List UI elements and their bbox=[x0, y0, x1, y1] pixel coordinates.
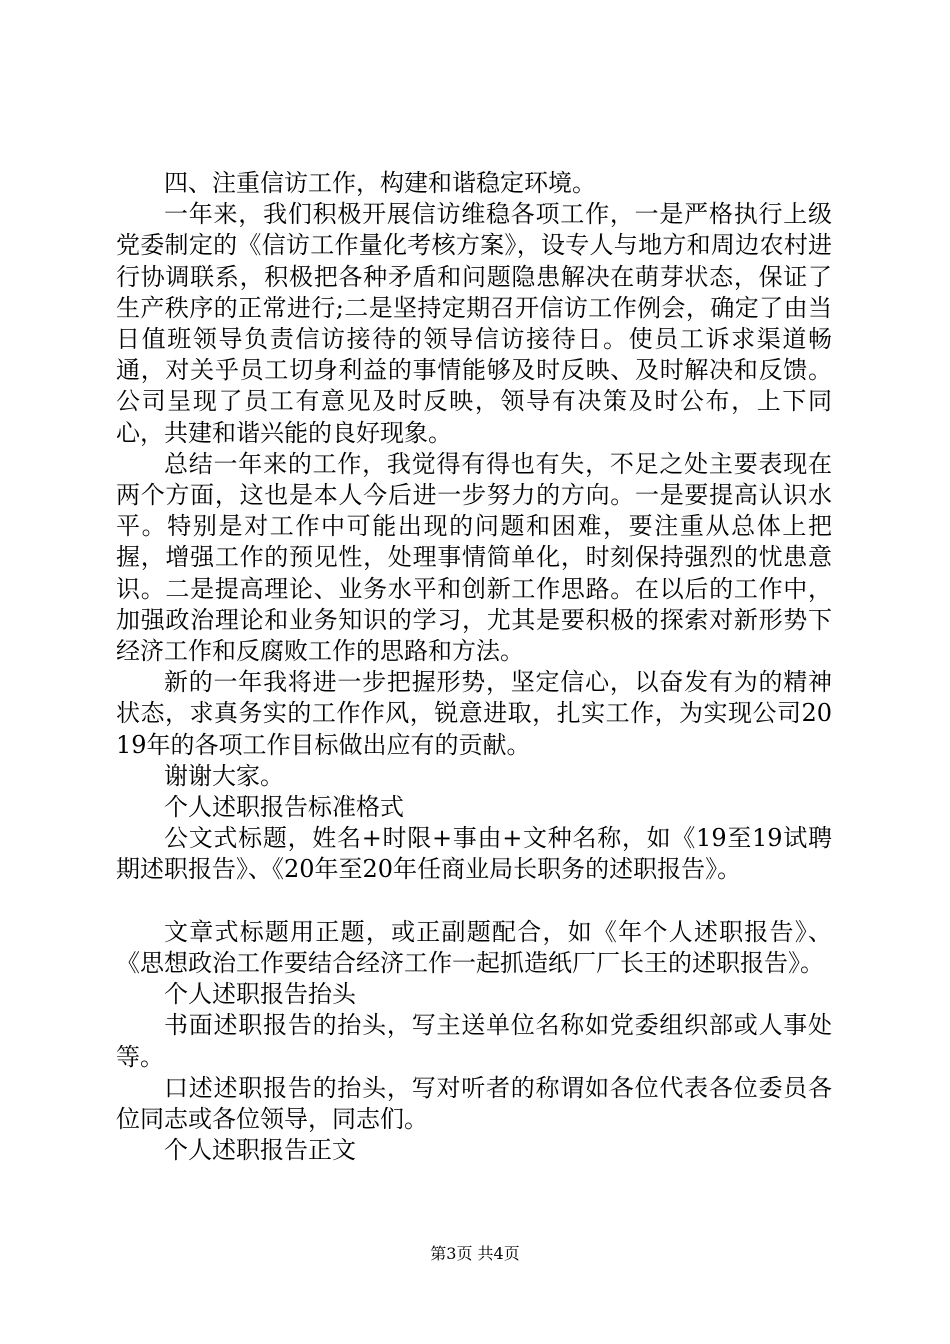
paragraph-petition-details: 一年来，我们积极开展信访维稳各项工作，一是严格执行上级党委制定的《信访工作量化考核方案》，设专人与地方和周边农村进行协调联系，积极把各种矛盾和问题隐患解决在萌芽状态，保证了生产秩序的正常进行;二是坚持定期召开信访工作例会，确定了由当日值班领导负责信访接待的领导信访接待日。使员工诉求渠道畅通，对关乎员工切身利益的事情能够及时反映、及时解决和反馈。公司呈现了员工有意见及时反映，领导有决策及时公布，上下同心，共建和谐兴能的良好现象。 bbox=[116, 200, 832, 447]
paragraph-oral-header: 口述述职报告的抬头，写对听者的称谓如各位代表各位委员各位同志或各位领导，同志们。 bbox=[116, 1073, 832, 1134]
heading-report-header: 个人述职报告抬头 bbox=[164, 980, 356, 1009]
paragraph-summary-shortcomings: 总结一年来的工作，我觉得有得也有失，不足之处主要表现在两个方面，这也是本人今后进一步努力的方向。一是要提高认识水平。特别是对工作中可能出现的问题和困难，要注重从总体上把握，增强工作的预见性，处理事情简单化，时刻保持强烈的忧患意识。二是提高理论、业务水平和创新工作思路。在以后的工作中，加强政治理论和业务知识的学习，尤其是要积极的探索对新形势下经济工作和反腐败工作的思路和方法。 bbox=[116, 449, 832, 666]
document-body bbox=[116, 168, 832, 1166]
heading-report-body: 个人述职报告正文 bbox=[164, 1136, 356, 1165]
paragraph-article-title: 文章式标题用正题，或正副题配合，如《年个人述职报告》、《思想政治工作要结合经济工作一起抓造纸厂厂长王的述职报告》。 bbox=[116, 917, 832, 978]
paragraph-new-year-goals: 新的一年我将进一步把握形势，坚定信心，以奋发有为的精神状态，求真务实的工作作风，锐意进取，扎实工作，为实现公司2019年的各项工作目标做出应有的贡献。 bbox=[116, 668, 832, 759]
heading-standard-format: 个人述职报告标准格式 bbox=[164, 793, 404, 822]
section-heading-petition-work: 四、注重信访工作，构建和谐稳定环境。 bbox=[164, 169, 596, 197]
paragraph-thanks: 谢谢大家。 bbox=[164, 761, 284, 790]
paragraph-written-header: 书面述职报告的抬头，写主送单位名称如党委组织部或人事处等。 bbox=[116, 1011, 832, 1071]
paragraph-official-title: 公文式标题，姓名+时限+事由+文种名称，如《19至19试聘期述职报告》、《20年至20年任商业局长职务的述职报告》。 bbox=[116, 824, 832, 884]
page-number-footer: 第3页 共4页 bbox=[430, 1244, 520, 1263]
